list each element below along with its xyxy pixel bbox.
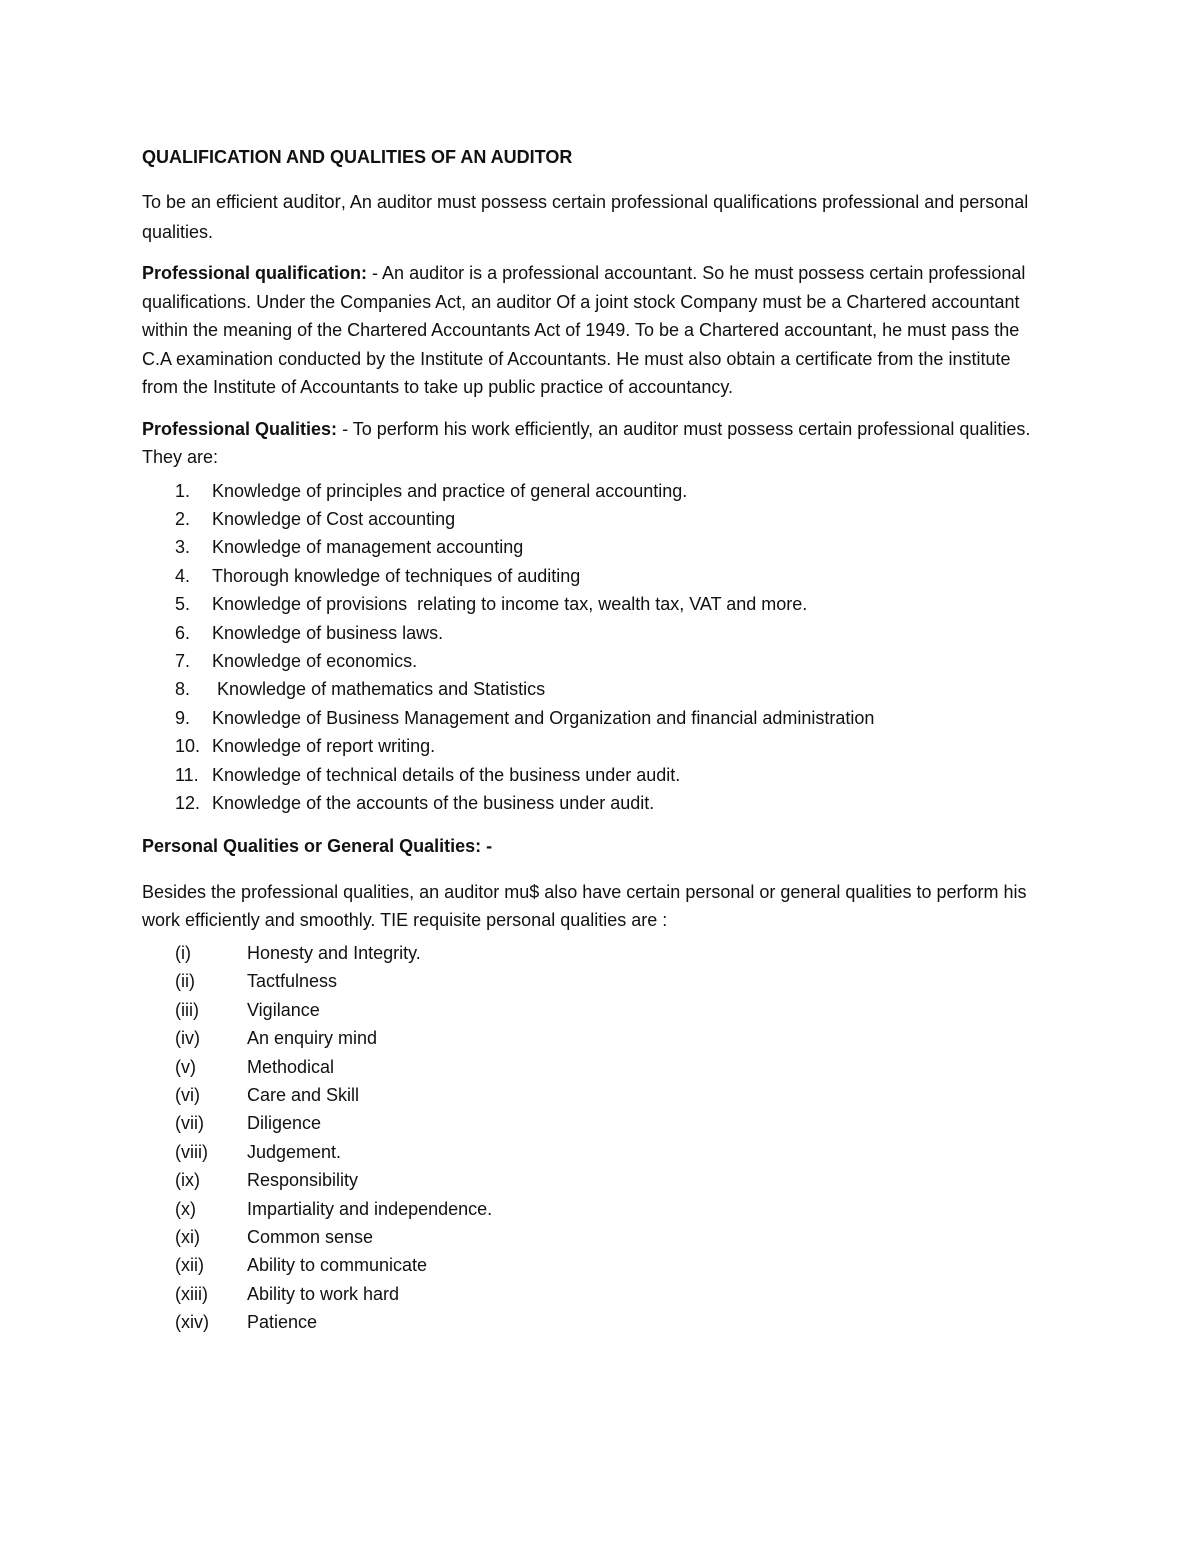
list-item-text: Honesty and Integrity. <box>247 942 421 963</box>
list-item-text: Ability to communicate <box>247 1255 428 1276</box>
list-item-number: (xi) <box>175 1226 200 1247</box>
list-item-text: Knowledge of principles and practice of general accounting. <box>212 480 688 501</box>
list-item-number: 8. <box>175 679 191 700</box>
list-item <box>142 1308 1050 1336</box>
professional-qualities-label: Professional Qualities: <box>142 418 343 439</box>
list-item-text: Tactfulness <box>247 971 338 992</box>
list-item <box>142 1280 1050 1308</box>
personal-qualities-paragraph: Besides the professional qualities, an auditor mu$ also have certain personal or general qualities to perform his work efficiently and smoothly. TIE requisite personal qualities are : <box>142 881 1027 931</box>
list-item-number: (iv) <box>175 1028 200 1049</box>
list-item-text: Impartiality and independence. <box>247 1198 493 1219</box>
list-item <box>142 1053 1050 1081</box>
list-item-text: Knowledge of business laws. <box>212 622 444 643</box>
intro-text-auditor: auditor <box>282 192 341 213</box>
list-item-number: (vi) <box>175 1084 200 1105</box>
list-item-number: 7. <box>175 650 191 671</box>
list-item-text: Thorough knowledge of techniques of auditing <box>212 565 581 586</box>
professional-qualities-paragraph <box>142 415 1050 472</box>
personal-qualities-list <box>142 939 1050 1337</box>
list-item <box>142 789 1050 817</box>
list-item-text: Knowledge of report writing. <box>212 736 436 757</box>
list-item-number: 10. <box>175 736 201 757</box>
list-item-text: Patience <box>247 1312 318 1333</box>
list-item-text: Methodical <box>247 1056 335 1077</box>
list-item-text: Common sense <box>247 1226 374 1247</box>
list-item-number: (vii) <box>175 1113 204 1134</box>
list-item-text: Knowledge of provisions relating to income tax, wealth tax, VAT and more. <box>212 594 808 615</box>
list-item-text: Diligence <box>247 1113 322 1134</box>
professional-qualities-list <box>142 477 1050 818</box>
professional-qualification-text: - An auditor is a professional accountant. So he must possess certain professional qualifications. Under the Companies Act, an auditor Of a joint stock Company must be a Chartered accountant within the meaning of the Chartered Accountants Act of 1949. To be a Chartered accountant, he must pass the C.A examination conducted by the Institute of Accountants. He must also obtain a certificate from the institute from the Institute of Accountants to take up public practice of accountancy. <box>142 263 1026 397</box>
list-item-number: (x) <box>175 1198 196 1219</box>
intro-text-1: To be an efficient <box>142 192 283 212</box>
list-item-text: Knowledge of economics. <box>212 650 418 671</box>
list-item <box>142 647 1050 675</box>
list-item-number: (viii) <box>175 1141 208 1162</box>
list-item-text: Knowledge of management accounting <box>212 537 524 558</box>
intro-paragraph <box>142 188 1050 246</box>
list-item <box>142 704 1050 732</box>
list-item <box>142 1195 1050 1223</box>
list-item-text: An enquiry mind <box>247 1028 378 1049</box>
page-title: QUALIFICATION AND QUALITIES OF AN AUDITOR <box>142 147 573 167</box>
personal-qualities-heading: Personal Qualities or General Qualities: - <box>142 836 493 857</box>
list-item <box>142 761 1050 789</box>
list-item-number: 11. <box>175 764 199 785</box>
list-item-number: 5. <box>175 594 191 615</box>
list-item-text: Judgement. <box>247 1141 342 1162</box>
list-item-text: Care and Skill <box>247 1084 360 1105</box>
professional-qualification-paragraph <box>142 259 1050 402</box>
list-item <box>142 619 1050 647</box>
list-item-number: (ii) <box>175 971 195 992</box>
list-item-text: Knowledge of the accounts of the business under audit. <box>212 792 655 813</box>
list-item-number: (v) <box>175 1056 196 1077</box>
list-item-number: (xii) <box>175 1255 204 1276</box>
list-item <box>142 939 1050 967</box>
list-item-text: Vigilance <box>247 999 320 1020</box>
list-item <box>142 562 1050 590</box>
list-item-number: 4. <box>175 565 191 586</box>
list-item-number: (xiii) <box>175 1283 208 1304</box>
list-item-text: Knowledge of Business Management and Organization and financial administration <box>212 707 875 728</box>
list-item <box>142 1166 1050 1194</box>
list-item-text: Ability to work hard <box>247 1283 400 1304</box>
list-item <box>142 1138 1050 1166</box>
professional-qualification-label: Professional qualification: <box>142 263 373 283</box>
list-item <box>142 967 1050 995</box>
list-item <box>142 477 1050 505</box>
list-item <box>142 533 1050 561</box>
list-item-number: (iii) <box>175 999 199 1020</box>
list-item-number: 9. <box>175 707 191 728</box>
list-item-text: Knowledge of mathematics and Statistics <box>212 679 546 700</box>
list-item-number: 1. <box>175 480 191 501</box>
list-item-number: (ix) <box>175 1170 200 1191</box>
list-item-text: Responsibility <box>247 1170 359 1191</box>
list-item <box>142 1251 1050 1279</box>
list-item-text: Knowledge of Cost accounting <box>212 508 456 529</box>
list-item-number: (xiv) <box>175 1312 209 1333</box>
list-item-number: (i) <box>175 942 191 963</box>
list-item-number: 3. <box>175 537 191 558</box>
list-item <box>142 590 1050 618</box>
professional-qualities-text: - To perform his work efficiently, an auditor must possess certain professional qualities. They are: <box>142 418 1031 467</box>
intro-text-2: , An auditor must possess certain professional qualifications professional and personal qualities. <box>142 192 1029 242</box>
list-item <box>142 1223 1050 1251</box>
list-item <box>142 1109 1050 1137</box>
list-item <box>142 732 1050 760</box>
list-item-number: 2. <box>175 508 191 529</box>
list-item <box>142 675 1050 703</box>
list-item-number: 12. <box>175 792 201 813</box>
list-item <box>142 1081 1050 1109</box>
list-item-text: Knowledge of technical details of the business under audit. <box>212 764 681 785</box>
list-item <box>142 505 1050 533</box>
list-item <box>142 996 1050 1024</box>
list-item <box>142 1024 1050 1052</box>
list-item-number: 6. <box>175 622 191 643</box>
